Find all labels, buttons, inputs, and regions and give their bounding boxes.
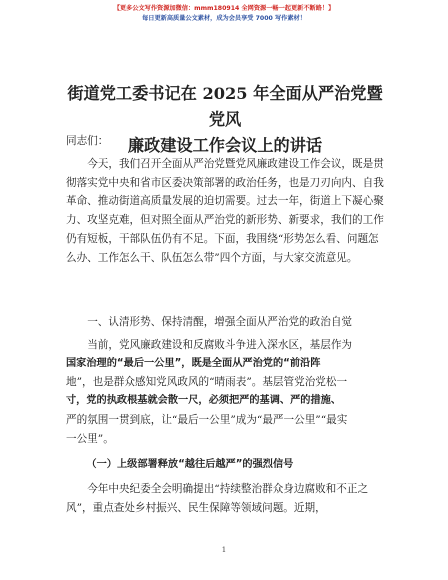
promo-banner-line2: 每日更新高质量公文素材，成为会员享受 7000 写作素材！	[142, 15, 306, 22]
subheading-block	[66, 456, 384, 475]
para2-line-e: 严的氛围一贯到底，让“最后一公里”成为“最严一公里”“最实	[66, 413, 348, 426]
section-one-block	[66, 313, 384, 332]
para3: 今年中央纪委全会明确提出“持续整治群众身边腐败和不正之风”，重点查处乡村振兴、民生保障等领域问题。近期，	[66, 483, 369, 514]
para2-line-b: 国家治理的“最后一公里”，既是全面从严治党的“前沿阵	[66, 357, 321, 369]
subheading-one: （一）上级部署释放“越往后越严”的强烈信号	[86, 459, 294, 470]
opening-paragraph-block	[66, 155, 384, 267]
para2-line-a: 当前，党风廉政建设和反腐败斗争进入深水区，基层作为	[87, 339, 353, 351]
promo-banner-line1: 【更多公文写作资源加微信：mmm180914 全网资源一畅一起更新不断路！】	[113, 5, 335, 12]
page-number: 1	[221, 546, 227, 554]
para2-line-f: 一公里”。	[66, 432, 114, 445]
salutation-block	[66, 132, 384, 151]
salutation: 同志们：	[66, 135, 109, 147]
promo-banner	[0, 4, 448, 24]
opening-paragraph: 今天，我们召开全面从严治党暨党风廉政建设工作会议，既是贯彻落实党中央和省市区委决策部署的政治任务，也是刀刃向内、自我革命、推动街道高质量发展的迫切需要。过去一年，街道上下凝心聚力、攻坚克难，但对照全面从严治党的新形势、新要求，我们的工作仍有短板，干部队伍仍有不足。下面，我围绕“形势怎么看、问题怎么办、工作怎么干、队伍怎么带”四个方面，与大家交流意见。	[66, 158, 384, 264]
title-line-1: 街道党工委书记在 2025 年全面从严治党暨党风	[67, 84, 383, 129]
para2-line-d: 寸，党的执政根基就会散一尺，必须把严的基调、严的措施、	[66, 395, 342, 407]
title-line-2: 廉政建设工作会议上的讲话	[127, 136, 323, 155]
para2-line-c: 地”，也是群众感知党风政风的“晴雨表”。基层管党治党松一	[66, 376, 348, 389]
para3-block	[66, 480, 384, 517]
section-one-paragraph	[66, 336, 384, 448]
section-one-heading: 一、认清形势、保持清醒，增强全面从严治党的政治自觉	[87, 316, 353, 328]
